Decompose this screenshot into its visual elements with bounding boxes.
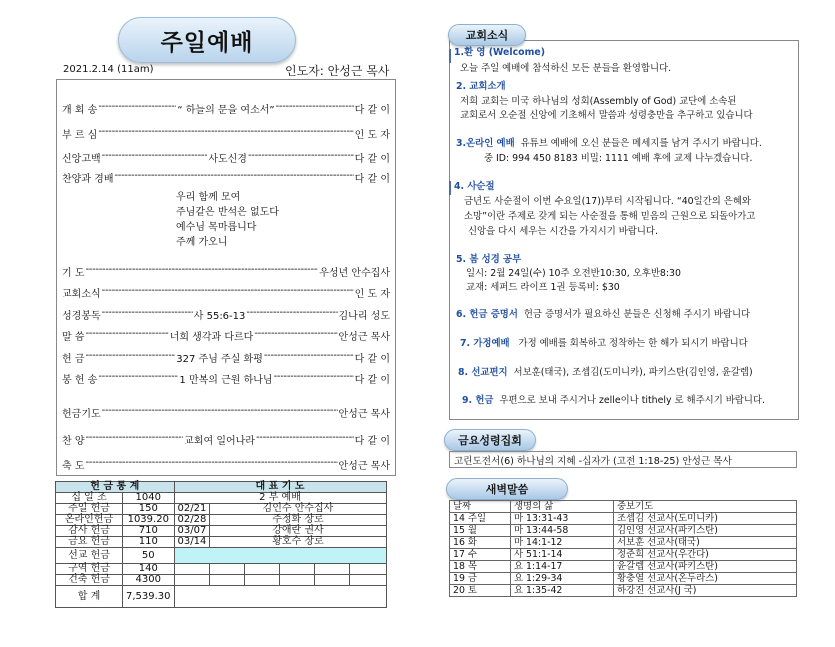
prayer-name: 강애란 권사 <box>210 526 386 537</box>
table-row <box>450 585 797 597</box>
order-row <box>62 350 390 365</box>
order-row <box>62 101 390 116</box>
order-item: 1 만복의 근원 하나님 <box>179 375 273 386</box>
table-row <box>56 526 387 537</box>
prayer-header: 대 표 기 도 <box>174 482 386 493</box>
order-row <box>62 126 390 141</box>
order-person: 안성근 목사 <box>338 409 390 420</box>
news-heading: 4. 사순절 <box>454 181 495 192</box>
praise-song: 주께 가오니 <box>176 237 228 248</box>
prayer-date: 02/21 <box>174 504 210 515</box>
table-header-row <box>450 501 797 513</box>
day-cell: 17 수 <box>450 549 511 561</box>
news-text: 중 ID: 994 450 8183 비밀: 1111 예배 후에 교제 나누겠습니다. <box>484 153 753 164</box>
order-label: 말 씀 <box>62 332 85 343</box>
order-label: 봉 헌 송 <box>62 375 98 386</box>
table-row <box>450 525 797 537</box>
praise-song-list <box>176 190 279 250</box>
order-row <box>62 328 390 343</box>
order-person: 다 같 이 <box>354 154 390 165</box>
order-label: 교회소식 <box>62 289 101 300</box>
news-line <box>458 366 753 380</box>
order-row <box>62 150 390 165</box>
prayer-cell: 하강진 선교사(J 국) <box>614 585 797 597</box>
praise-song: 예수님 목마릅니다 <box>176 222 257 233</box>
order-label: 기 도 <box>62 268 85 279</box>
offering-amount: 1040 <box>123 493 175 504</box>
offering-name: 건축 헌금 <box>56 575 123 586</box>
news-heading: 8. 선교편지 <box>458 367 508 378</box>
prayer-cell: 김인영 선교사(파키스탄) <box>614 525 797 537</box>
order-item: 교회여 일어나라 <box>184 436 255 447</box>
order-row <box>62 307 390 322</box>
offering-name: 구역 헌금 <box>56 564 123 575</box>
passage-cell: 요 1:14-17 <box>511 561 614 573</box>
news-text: 교회로서 오순절 신앙에 기초해서 말씀과 성령충만을 추구하고 있습니다 <box>460 110 753 121</box>
news-text: 서보훈(태국), 조셉김(도미니카), 파키스탄(김인영, 윤갈렙) <box>513 367 753 378</box>
day-cell: 16 화 <box>450 537 511 549</box>
table-row <box>450 513 797 525</box>
friday-service: 고린도전서(6) 하나님의 지혜 -십자가 (고전 1:18-25) 안성근 목사 <box>449 451 797 468</box>
news-text: 유튜브 예배에 오신 분들은 메세지를 남겨 주시기 바랍니다. <box>520 138 762 149</box>
news-text: 우편으로 보내 주시거나 zelle이나 tithely 로 해주시기 바랍니다. <box>499 395 765 406</box>
news-line <box>462 394 765 408</box>
table-row <box>56 586 387 608</box>
news-heading: 1.환 영 (Welcome) <box>454 47 545 58</box>
news-text: 가정 예배를 회복하고 정착하는 한 해가 되시기 바랍니다 <box>518 338 748 349</box>
order-item: 너희 생각과 다르다 <box>169 332 254 343</box>
order-item: 사도신경 <box>208 154 247 165</box>
order-person: 다 같 이 <box>354 354 390 365</box>
prayer-date: 02/28 <box>174 515 210 526</box>
praise-song: 주님같은 반석은 없도다 <box>176 207 279 218</box>
order-label: 헌 금 <box>62 354 85 365</box>
day-cell: 14 주일 <box>450 513 511 525</box>
order-label: 성경봉독 <box>62 311 101 322</box>
passage-cell: 마 13:31-43 <box>511 513 614 525</box>
day-cell: 15 월 <box>450 525 511 537</box>
news-line <box>456 308 750 322</box>
prayer-date: 03/14 <box>174 537 210 548</box>
table-row <box>450 573 797 585</box>
offering-amount: 150 <box>123 504 175 515</box>
prayer-name: 황호수 장로 <box>210 537 386 548</box>
news-text: 저희 교회는 미국 하나님의 성회(Assembly of God) 교단에 소속된 <box>460 96 737 107</box>
table-row <box>56 575 387 586</box>
order-person: 김나리 성도 <box>338 311 390 322</box>
order-person: 안성근 목사 <box>338 332 390 343</box>
order-of-worship <box>56 79 396 476</box>
order-label: 찬양과 경배 <box>62 174 114 185</box>
offering-total: 7,539.30 <box>123 586 175 608</box>
order-person: 인 도 자 <box>354 130 390 141</box>
offering-amount: 140 <box>123 564 175 575</box>
table-row <box>56 493 387 504</box>
page-title: 주일예배 <box>118 17 296 63</box>
news-heading: 7. 가정예배 <box>460 338 510 349</box>
order-label: 축 도 <box>62 461 85 472</box>
prayer-cell: 조셉김 선교사(도미니카) <box>614 513 797 525</box>
prayer-name: 2 부 예배 <box>174 493 386 504</box>
news-line <box>460 337 748 351</box>
friday-title: 금요성령집회 <box>444 429 536 451</box>
news-text: 헌금 증명서가 필요하신 분들은 신청해 주시기 바랍니다 <box>523 309 751 320</box>
order-person: 다 같 이 <box>354 436 390 447</box>
offering-amount: 710 <box>123 526 175 537</box>
offering-name: 십 일 조 <box>56 493 123 504</box>
order-row <box>62 170 390 185</box>
news-heading: 9. 헌금 <box>462 395 494 406</box>
order-person: 인 도 자 <box>354 289 390 300</box>
offering-amount: 4300 <box>123 575 175 586</box>
table-row <box>56 515 387 526</box>
order-person: 우성년 안수집사 <box>319 268 390 279</box>
offering-amount: 50 <box>123 548 175 564</box>
order-row <box>62 371 390 386</box>
news-text: 소망”이란 주제로 갖게 되는 사순절을 통해 믿음의 근원으로 되돌아가고 <box>464 211 756 222</box>
offering-header: 헌 금 통 계 <box>56 482 175 493</box>
table-row <box>56 504 387 515</box>
order-row <box>62 405 390 420</box>
order-item: 327 주님 주실 화평 <box>176 354 263 365</box>
offering-amount: 1039.20 <box>123 515 175 526</box>
day-cell: 18 목 <box>450 561 511 573</box>
order-row <box>62 285 390 300</box>
news-text: 일시: 2월 24일(수) 10주 오전반10:30, 오후반8:30 <box>466 268 681 279</box>
prayer-date: 03/07 <box>174 526 210 537</box>
day-cell: 20 토 <box>450 585 511 597</box>
column-header: 생명의 삶 <box>511 501 614 513</box>
prayer-cell: 황충열 선교사(온두라스) <box>614 573 797 585</box>
passage-cell: 요 1:29-34 <box>511 573 614 585</box>
news-heading: 5. 봄 성경 공부 <box>456 254 522 265</box>
dawn-title: 새벽말씀 <box>446 478 568 500</box>
order-item: 사 55:6-13 <box>193 311 246 322</box>
passage-cell: 마 13:44-58 <box>511 525 614 537</box>
table-row <box>450 537 797 549</box>
column-header: 중보기도 <box>614 501 797 513</box>
day-cell: 19 금 <box>450 573 511 585</box>
offering-name: 온라인헌금 <box>56 515 123 526</box>
prayer-cell: 윤갈렙 선교사(파키스탄) <box>614 561 797 573</box>
order-person: 안성근 목사 <box>338 461 390 472</box>
order-label: 찬 양 <box>62 436 85 447</box>
news-heading: 3.온라인 예배 <box>456 138 515 149</box>
news-text: 오늘 주일 예배에 참석하신 모든 분들을 환영합니다. <box>460 63 672 74</box>
offering-table <box>55 481 387 608</box>
order-label: 부 르 심 <box>62 130 98 141</box>
order-label: 헌금기도 <box>62 409 101 420</box>
table-row <box>450 561 797 573</box>
service-date: 2021.2.14 (11am) <box>63 64 154 75</box>
news-text: 금년도 사순절이 이번 수요일(17))부터 시작됩니다. “40일간의 은혜와 <box>464 196 751 207</box>
news-heading: 6. 헌금 증명서 <box>456 309 518 320</box>
praise-song: 우리 함께 모여 <box>176 192 241 203</box>
order-person: 다 같 이 <box>354 105 390 116</box>
order-label: 신앙고백 <box>62 154 101 165</box>
order-item: “ 하늘의 문을 여소서” <box>177 105 275 116</box>
news-text: 신앙을 다시 세우는 시간을 가지시기 바랍니다. <box>468 226 658 237</box>
news-title: 교회소식 <box>448 24 526 46</box>
service-leader: 인도자: 안성근 목사 <box>285 64 390 78</box>
table-row <box>56 548 387 564</box>
order-person: 다 같 이 <box>354 375 390 386</box>
offering-name: 감사 헌금 <box>56 526 123 537</box>
order-person: 다 같 이 <box>354 174 390 185</box>
church-news <box>449 40 799 420</box>
order-row <box>62 432 390 447</box>
offering-name: 선교 헌금 <box>56 548 123 564</box>
offering-name: 금요 헌금 <box>56 537 123 548</box>
prayer-name: 김인수 안수집사 <box>210 504 386 515</box>
table-row <box>450 549 797 561</box>
table-row <box>56 537 387 548</box>
passage-cell: 마 14:1-12 <box>511 537 614 549</box>
prayer-cell: 서보훈 선교사(태국) <box>614 537 797 549</box>
order-row <box>62 457 390 472</box>
order-row <box>62 264 390 279</box>
offering-amount: 110 <box>123 537 175 548</box>
news-text: 교재: 세퍼드 라이프 1권 등록비: $30 <box>466 282 620 293</box>
news-line <box>456 137 762 151</box>
table-row <box>56 564 387 575</box>
prayer-cell: 정준희 선교사(우간다) <box>614 549 797 561</box>
prayer-name: 주정화 장로 <box>210 515 386 526</box>
offering-total-label: 합 계 <box>56 586 123 608</box>
passage-cell: 사 51:1-14 <box>511 549 614 561</box>
offering-name: 주일 헌금 <box>56 504 123 515</box>
order-label: 개 회 송 <box>62 105 98 116</box>
column-header: 날짜 <box>450 501 511 513</box>
passage-cell: 요 1:35-42 <box>511 585 614 597</box>
dawn-schedule-table <box>449 500 797 597</box>
news-heading: 2. 교회소개 <box>456 81 506 92</box>
